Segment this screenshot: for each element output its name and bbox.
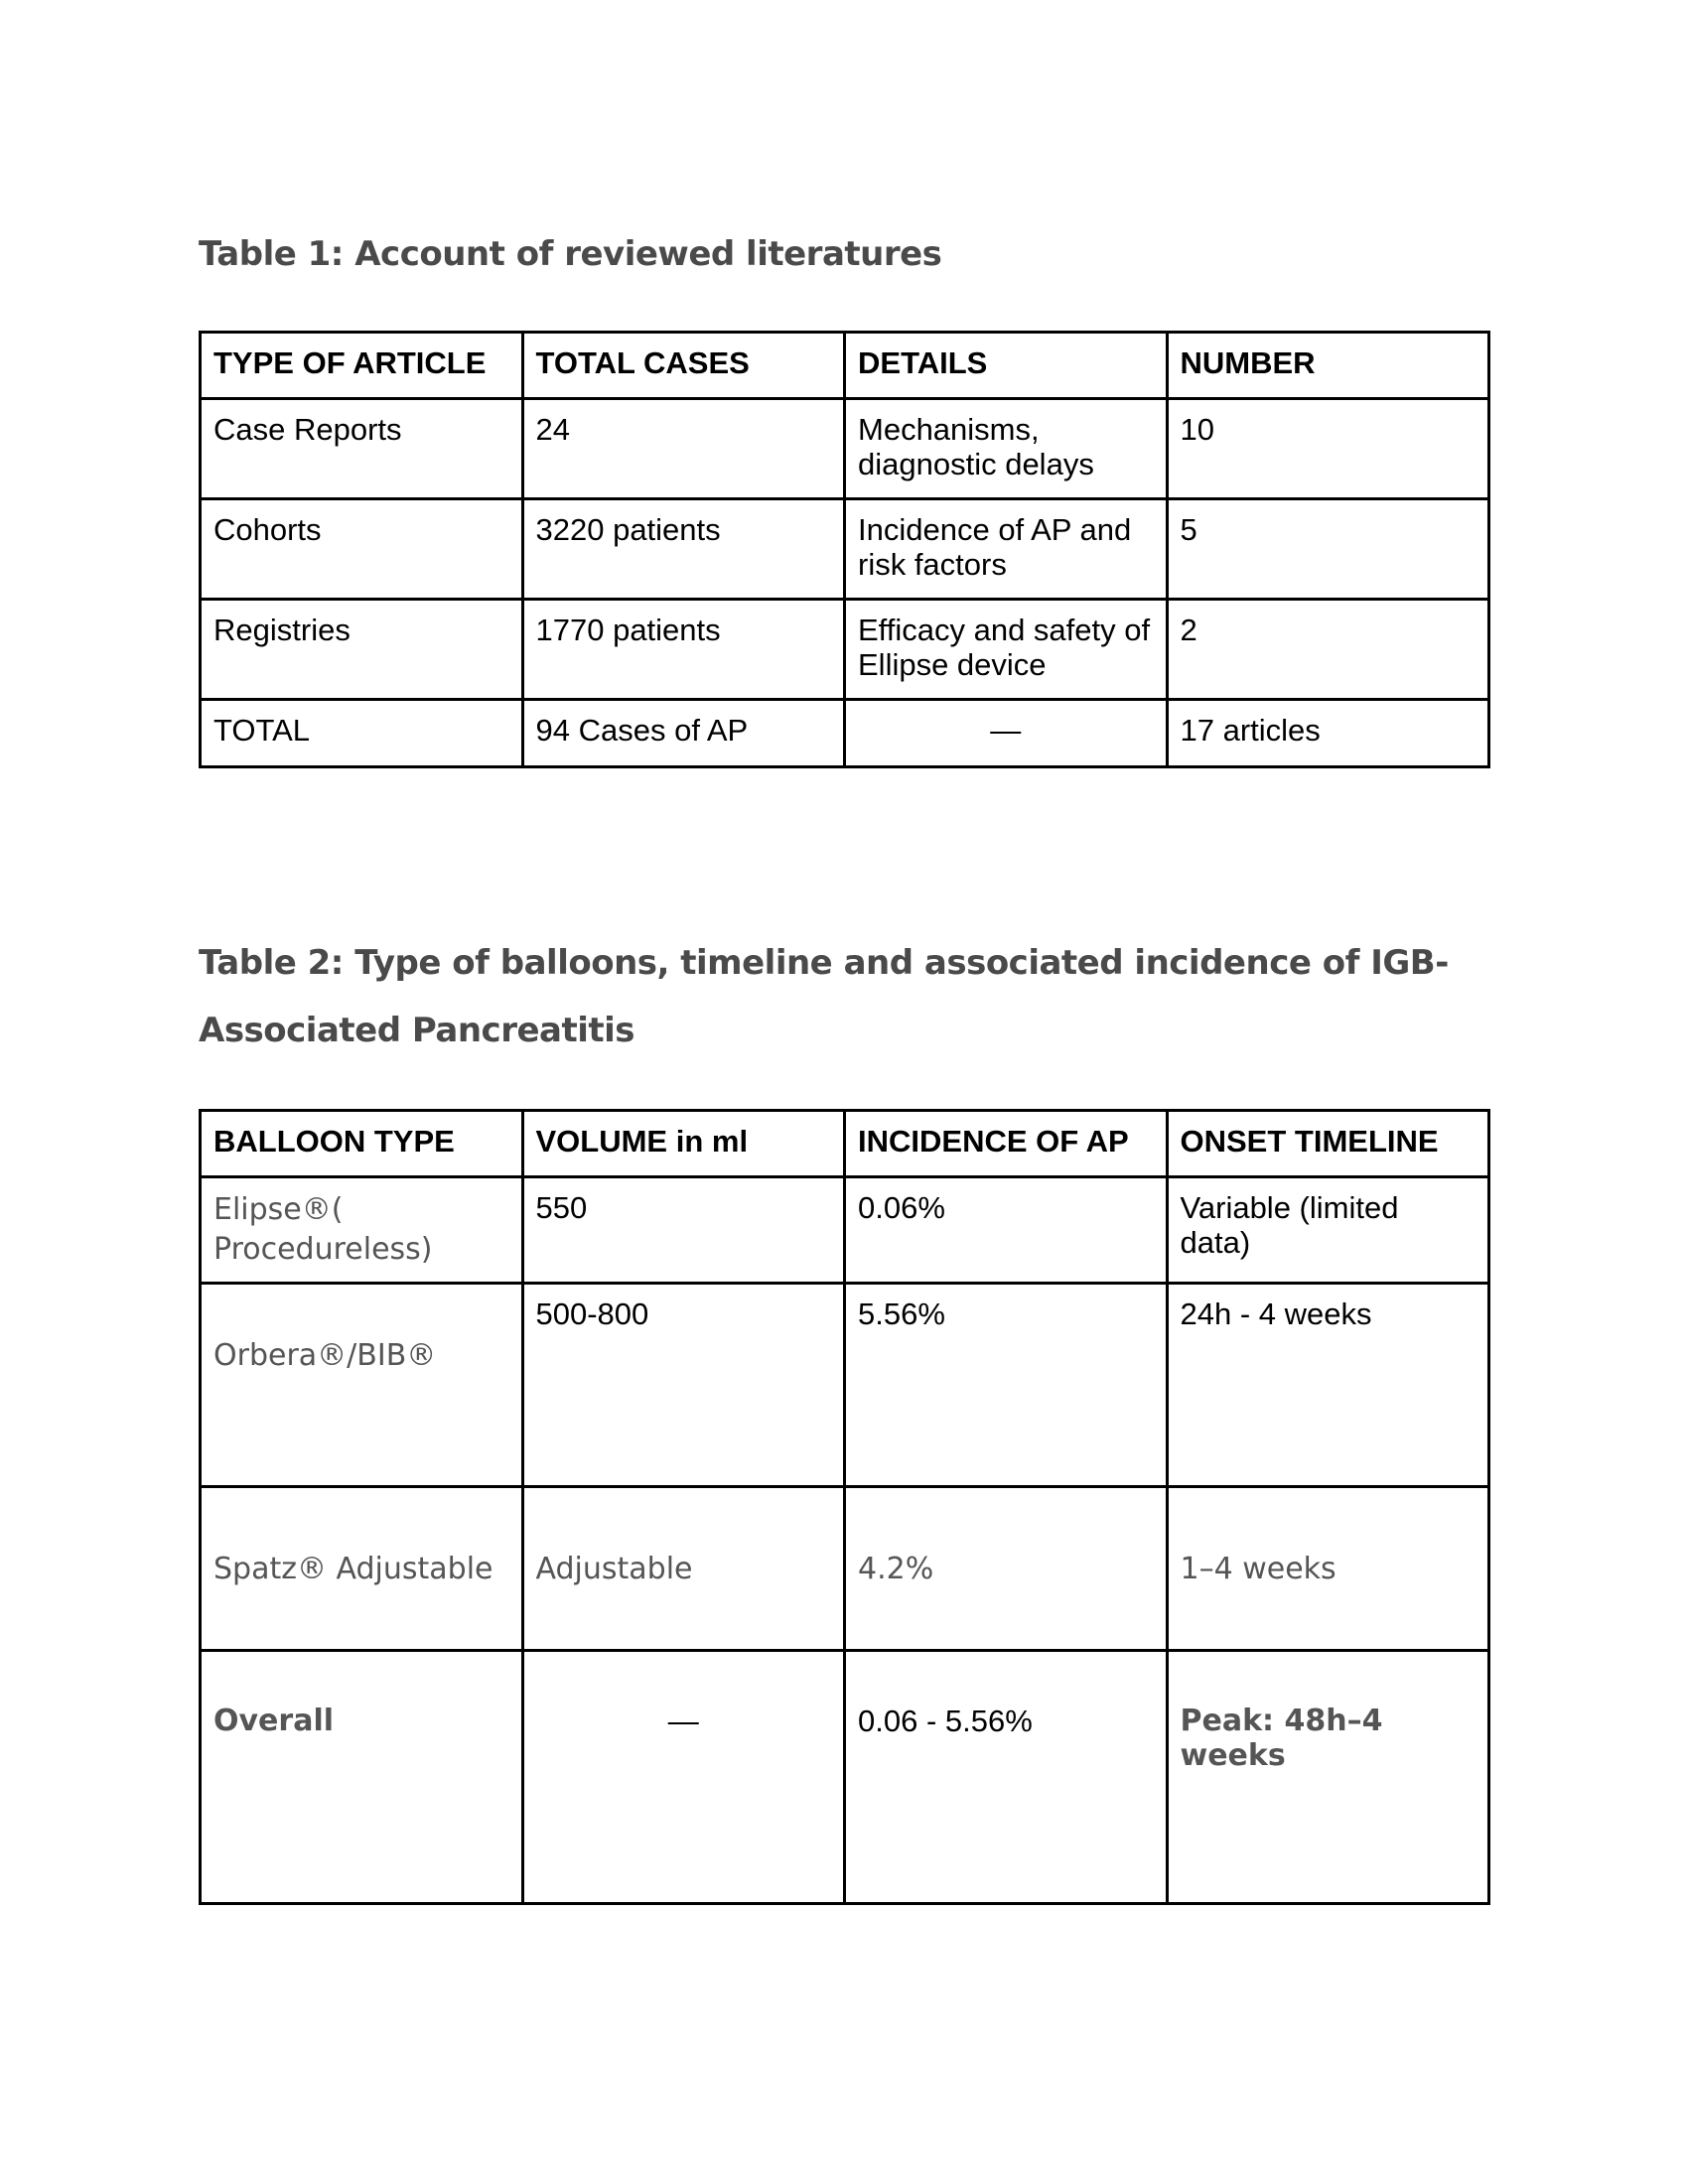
- header-cell: TOTAL CASES: [522, 333, 845, 399]
- table-cell: 500-800: [522, 1284, 845, 1487]
- table-header-row: [201, 333, 1489, 399]
- table-cell: Mechanisms, diagnostic delays: [845, 399, 1168, 499]
- table-cell: 4.2%: [845, 1487, 1168, 1651]
- table-row: [201, 1487, 1489, 1651]
- table-cell: Registries: [201, 600, 523, 700]
- table-cell: Elipse®( Procedureless): [201, 1177, 523, 1284]
- table-cell: 94 Cases of AP: [522, 700, 845, 767]
- table-cell: Case Reports: [201, 399, 523, 499]
- table-row: [201, 399, 1489, 499]
- header-cell: VOLUME in ml: [522, 1111, 845, 1177]
- table-row: [201, 1284, 1489, 1487]
- table-cell: Adjustable: [522, 1487, 845, 1651]
- table-row: [201, 1177, 1489, 1284]
- table-cell: Spatz® Adjustable: [201, 1487, 523, 1651]
- table-cell: 10: [1167, 399, 1489, 499]
- table-cell: 17 articles: [1167, 700, 1489, 767]
- table-cell: 1–4 weeks: [1167, 1487, 1489, 1651]
- header-cell: NUMBER: [1167, 333, 1489, 399]
- table-cell: TOTAL: [201, 700, 523, 767]
- header-cell: ONSET TIMELINE: [1167, 1111, 1489, 1177]
- balloon-table: [199, 1109, 1490, 1905]
- table-cell: 0.06 - 5.56%: [845, 1651, 1168, 1904]
- table-cell: 1770 patients: [522, 600, 845, 700]
- header-cell: TYPE OF ARTICLE: [201, 333, 523, 399]
- table-row: [201, 499, 1489, 600]
- table-cell: Variable (limited data): [1167, 1177, 1489, 1284]
- table-cell: Peak: 48h–4 weeks: [1167, 1651, 1489, 1904]
- table-2-title: Table 2: Type of balloons, timeline and associated incidence of IGB-: [199, 943, 1449, 983]
- table-cell: Overall: [201, 1651, 523, 1904]
- table-cell: Orbera®/BIB®: [201, 1284, 523, 1487]
- table-cell: 24: [522, 399, 845, 499]
- table-cell: 5: [1167, 499, 1489, 600]
- table-cell: Efficacy and safety of Ellipse device: [845, 600, 1168, 700]
- table-cell: 5.56%: [845, 1284, 1168, 1487]
- table-row: [201, 600, 1489, 700]
- header-cell: INCIDENCE OF AP: [845, 1111, 1168, 1177]
- table-cell: 550: [522, 1177, 845, 1284]
- table-1-title: Table 1: Account of reviewed literatures: [199, 234, 942, 274]
- table-total-row: [201, 700, 1489, 767]
- table-cell: —: [845, 700, 1168, 767]
- header-cell: BALLOON TYPE: [201, 1111, 523, 1177]
- table-cell: 24h - 4 weeks: [1167, 1284, 1489, 1487]
- table-2-title-continued: Associated Pancreatitis: [199, 1011, 635, 1050]
- table-cell: —: [522, 1651, 845, 1904]
- table-cell: 0.06%: [845, 1177, 1168, 1284]
- table-cell: 3220 patients: [522, 499, 845, 600]
- table-cell: 2: [1167, 600, 1489, 700]
- table-total-row: [201, 1651, 1489, 1904]
- table-cell: Cohorts: [201, 499, 523, 600]
- literature-table: [199, 331, 1490, 768]
- header-cell: DETAILS: [845, 333, 1168, 399]
- table-header-row: [201, 1111, 1489, 1177]
- table-cell: Incidence of AP and risk factors: [845, 499, 1168, 600]
